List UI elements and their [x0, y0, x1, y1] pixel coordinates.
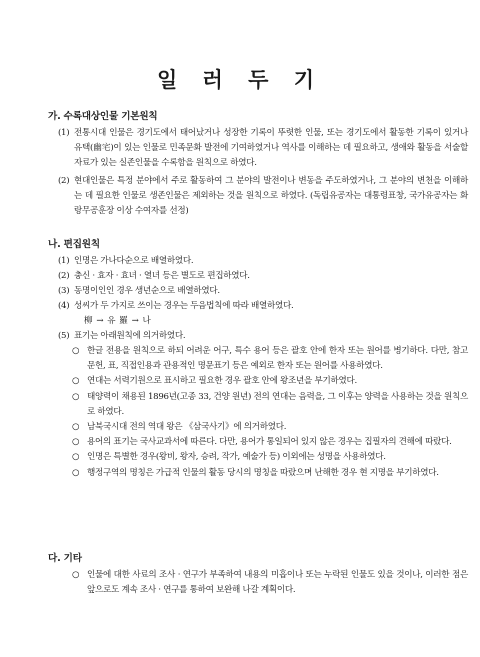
item-text: 전통시대 인물은 경기도에서 태어났거나 성장한 기록이 뚜렷한 인물, 또는 경기도에서 활동한 기록이 있거나 유택(幽宅)이 있는 인물로 민족문화 발전에 기여하였거나 역사를 이해하는 데 필요하고, 생애와 활동을 서술할 자료가 있는 실존인물을 수록함을 원칙으로 하였다.	[74, 128, 468, 169]
list-item	[58, 254, 468, 269]
bullet-text: 용어의 표기는 국사교과서에 따른다. 다만, 용어가 통일되어 있지 않은 경우는 집필자의 견해에 따랐다.	[87, 437, 452, 448]
bullet-text: 한글 전용을 원칙으로 하되 어려운 어구, 특수 용어 등은 괄호 안에 한자 또는 원어를 병기하다. 다만, 참고문헌, 표, 직접인용과 관용적인 명문표기 등은 예외로 한자 또는 원어를 사용하였다.	[87, 346, 468, 372]
item-text: 충신 · 효자 · 효녀 · 열녀 등은 별도로 편집하였다.	[74, 271, 250, 281]
circle-bullet-icon: ○	[72, 452, 80, 463]
list-item	[58, 174, 468, 220]
section-editing-principles	[48, 236, 468, 481]
item-number: (1)	[58, 256, 70, 266]
circle-bullet-icon: ○	[72, 346, 80, 356]
bullet-text: 인명은 특별한 경우(왕비, 왕자, 승려, 작가, 예술가 등) 이외에는 성명을 사용하였다.	[87, 452, 386, 463]
bullet-text: 남북국시대 전의 역대 왕은 《삼국사기》에 의거하였다.	[87, 422, 287, 433]
circle-bullet-icon: ○	[72, 467, 80, 478]
bullet-item	[72, 420, 468, 435]
section-subject-principles	[48, 108, 468, 219]
circle-bullet-icon: ○	[72, 437, 80, 448]
bullet-item	[72, 374, 468, 389]
bullet-item	[72, 390, 468, 420]
item-number: (2)	[58, 271, 70, 281]
item-text: 동명이인인 경우 생년순으로 배열하였다.	[74, 286, 220, 296]
circle-bullet-icon: ○	[72, 391, 80, 402]
list-item	[58, 126, 468, 172]
circle-bullet-icon: ○	[72, 422, 80, 433]
item-number: (5)	[58, 331, 70, 341]
item-text: 성씨가 두 가지로 쓰이는 경우는 두음법칙에 따라 배열하였다.	[74, 301, 294, 311]
item-number: (3)	[58, 286, 70, 296]
list-item	[58, 329, 468, 344]
item-text: 인명은 가나다순으로 배열하였다.	[74, 256, 194, 266]
section-other	[48, 550, 468, 598]
list-item	[58, 299, 468, 314]
circle-bullet-icon: ○	[72, 376, 80, 387]
bullet-item	[72, 450, 468, 465]
item-number: (4)	[58, 301, 70, 311]
bullet-text: 연대는 서력기원으로 표시하고 필요한 경우 괄호 안에 왕조년을 부기하였다.	[87, 376, 357, 387]
list-item	[58, 284, 468, 299]
surname-example: 柳 → 유 羅 → 나	[84, 316, 152, 326]
bullet-item	[72, 568, 468, 598]
bullet-text: 인물에 대한 사료의 조사 · 연구가 부족하여 내용의 미흡이나 또는 누락된 인물도 있을 것이나, 이러한 점은 앞으로도 계속 조사 · 연구를 통하여 보완해 나갈 계획이다.	[87, 570, 468, 596]
bullet-text: 태양력이 채용된 1896년(고종 33, 건양 원년) 전의 연대는 음력을, 그 이후는 양력을 사용하는 것을 원칙으로 하였다.	[87, 391, 468, 417]
bullet-text: 행정구역의 명칭은 가급적 인물의 활동 당시의 명칭을 따랐으며 난해한 경우 현 지명을 부기하였다.	[87, 467, 439, 478]
item-number: (2)	[58, 175, 70, 186]
page-title: 일 러 두 기	[156, 67, 324, 92]
item-text: 현대인물은 특정 분야에서 주로 활동하여 그 분야의 발전이나 변동을 주도하였거나, 그 분야의 변천을 이해하는 데 필요한 인물로 생존인물은 제외하는 것을 원칙으로 하였다. (독립유공자는 대통령표창, 국가유공자는 화랑무공훈장 이상 수여자를 선정)	[74, 175, 468, 217]
section-heading: 가. 수록대상인물 기본원칙	[48, 111, 158, 122]
section-heading: 나. 편집원칙	[48, 239, 100, 250]
bullet-item	[72, 466, 468, 481]
list-item	[58, 269, 468, 284]
section-heading: 다. 기타	[48, 553, 82, 564]
item-text: 표기는 아래원칙에 의거하였다.	[74, 331, 186, 341]
bullet-item	[72, 344, 468, 374]
bullet-item	[72, 435, 468, 450]
item-number: (1)	[58, 128, 70, 138]
circle-bullet-icon: ○	[72, 570, 80, 580]
